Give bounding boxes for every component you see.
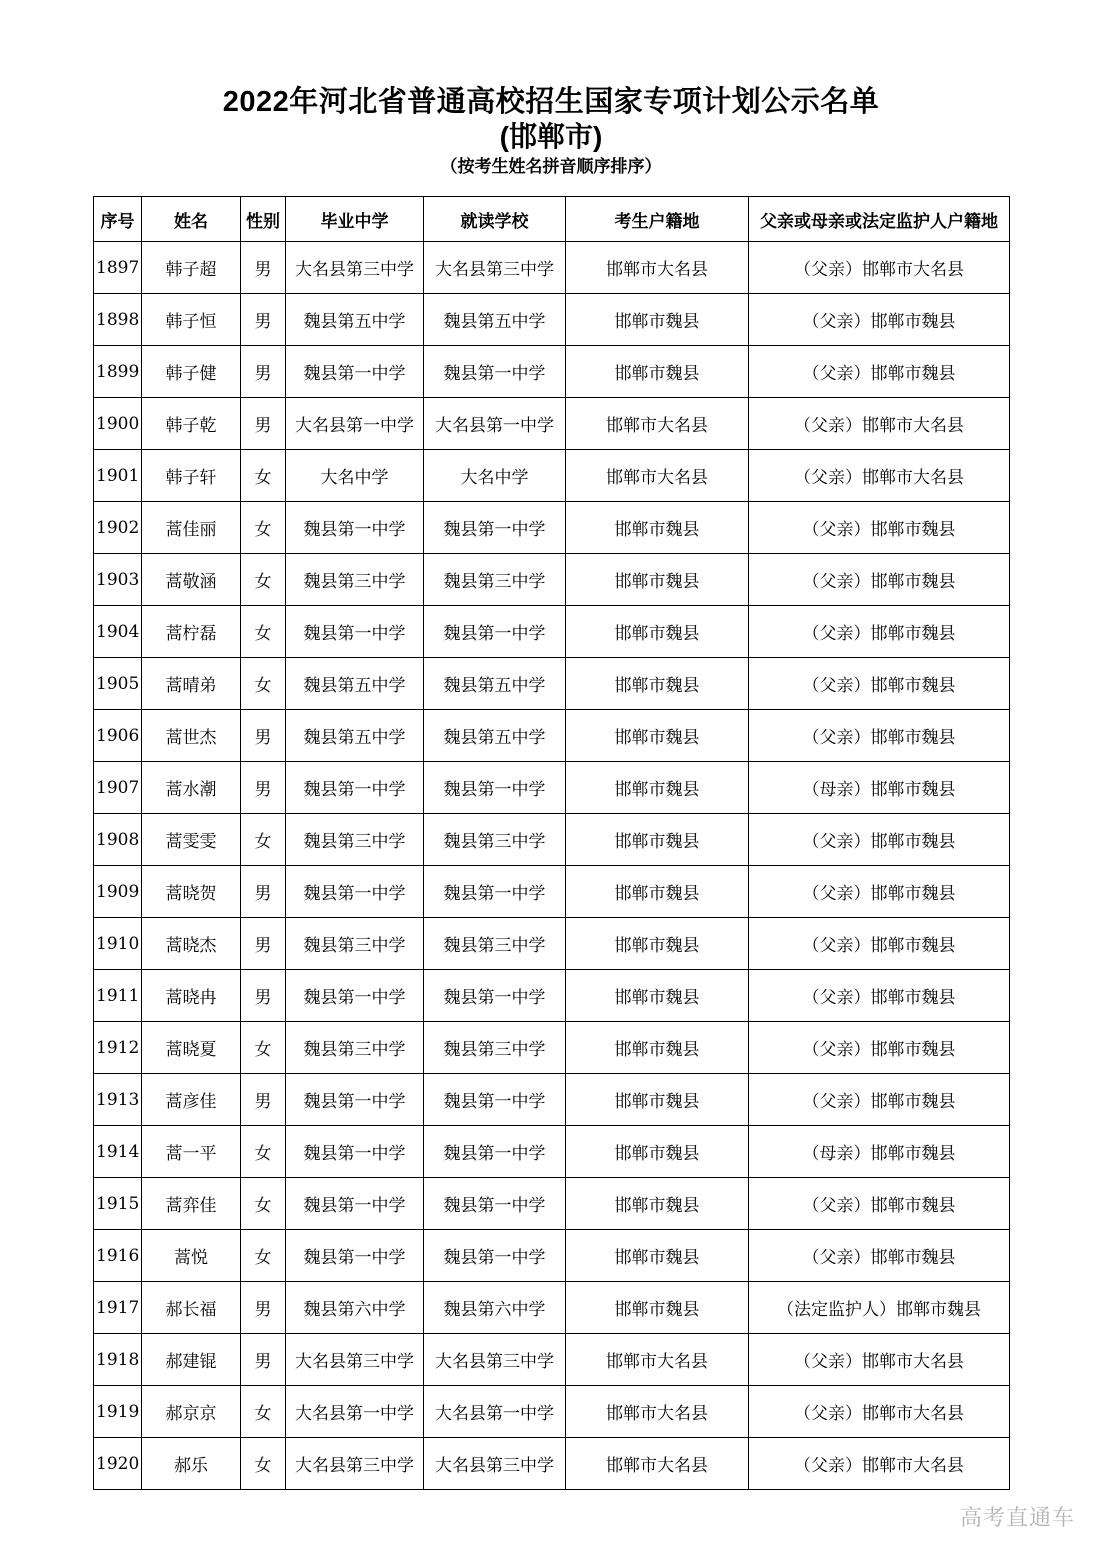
col-guardian-residence-cell: （父亲）邯郸市魏县 (749, 606, 1010, 658)
col-name-cell: 韩子健 (142, 346, 241, 398)
col-graduate-school-cell: 魏县第五中学 (286, 658, 424, 710)
col-guardian-residence-cell: （父亲）邯郸市魏县 (749, 710, 1010, 762)
col-residence-cell: 邯郸市魏县 (566, 1178, 749, 1230)
col-serial-cell: 1910 (94, 918, 142, 970)
col-attend-school-cell: 大名县第三中学 (424, 1438, 566, 1490)
col-serial-cell: 1911 (94, 970, 142, 1022)
col-gender-cell: 女 (241, 450, 286, 502)
column-header-col-gender: 性别 (241, 197, 286, 242)
col-name-cell: 韩子恒 (142, 294, 241, 346)
col-attend-school-cell: 魏县第六中学 (424, 1282, 566, 1334)
col-serial-cell: 1912 (94, 1022, 142, 1074)
table-row (94, 1022, 1010, 1074)
col-gender-cell: 男 (241, 866, 286, 918)
col-gender-cell: 女 (241, 554, 286, 606)
col-serial-cell: 1900 (94, 398, 142, 450)
col-graduate-school-cell: 大名县第三中学 (286, 1334, 424, 1386)
table-row (94, 606, 1010, 658)
col-serial-cell: 1914 (94, 1126, 142, 1178)
col-attend-school-cell: 魏县第一中学 (424, 970, 566, 1022)
col-name-cell: 蒿晓杰 (142, 918, 241, 970)
col-graduate-school-cell: 魏县第一中学 (286, 346, 424, 398)
col-attend-school-cell: 魏县第五中学 (424, 658, 566, 710)
table-row (94, 1282, 1010, 1334)
col-guardian-residence-cell: （父亲）邯郸市魏县 (749, 814, 1010, 866)
col-graduate-school-cell: 魏县第一中学 (286, 502, 424, 554)
col-gender-cell: 男 (241, 1074, 286, 1126)
document-header (0, 84, 1102, 180)
col-serial-cell: 1909 (94, 866, 142, 918)
col-serial-cell: 1904 (94, 606, 142, 658)
col-graduate-school-cell: 大名县第三中学 (286, 242, 424, 294)
col-attend-school-cell: 魏县第一中学 (424, 1178, 566, 1230)
table-row (94, 918, 1010, 970)
col-residence-cell: 邯郸市魏县 (566, 1022, 749, 1074)
col-gender-cell: 男 (241, 1334, 286, 1386)
col-attend-school-cell: 魏县第一中学 (424, 762, 566, 814)
col-graduate-school-cell: 魏县第一中学 (286, 1230, 424, 1282)
col-residence-cell: 邯郸市大名县 (566, 1334, 749, 1386)
table-row (94, 658, 1010, 710)
col-graduate-school-cell: 魏县第一中学 (286, 762, 424, 814)
col-guardian-residence-cell: （父亲）邯郸市魏县 (749, 866, 1010, 918)
col-guardian-residence-cell: （父亲）邯郸市大名县 (749, 242, 1010, 294)
col-name-cell: 蒿悦 (142, 1230, 241, 1282)
col-guardian-residence-cell: （父亲）邯郸市魏县 (749, 918, 1010, 970)
col-serial-cell: 1916 (94, 1230, 142, 1282)
col-graduate-school-cell: 魏县第一中学 (286, 1074, 424, 1126)
col-gender-cell: 女 (241, 1178, 286, 1230)
table-row (94, 398, 1010, 450)
col-name-cell: 韩子轩 (142, 450, 241, 502)
students-table (93, 196, 1010, 1490)
col-guardian-residence-cell: （父亲）邯郸市大名县 (749, 450, 1010, 502)
col-graduate-school-cell: 魏县第三中学 (286, 814, 424, 866)
sort-note: （按考生姓名拼音顺序排序） (440, 157, 662, 176)
table-row (94, 450, 1010, 502)
col-serial-cell: 1917 (94, 1282, 142, 1334)
col-name-cell: 郝长福 (142, 1282, 241, 1334)
col-attend-school-cell: 大名县第三中学 (424, 1334, 566, 1386)
table-row (94, 346, 1010, 398)
col-residence-cell: 邯郸市魏县 (566, 866, 749, 918)
table-row (94, 762, 1010, 814)
col-serial-cell: 1913 (94, 1074, 142, 1126)
col-attend-school-cell: 大名县第一中学 (424, 1386, 566, 1438)
column-header-col-attend-school: 就读学校 (424, 197, 566, 242)
col-name-cell: 蒿水潮 (142, 762, 241, 814)
col-guardian-residence-cell: （父亲）邯郸市大名县 (749, 398, 1010, 450)
col-residence-cell: 邯郸市魏县 (566, 918, 749, 970)
table-row (94, 242, 1010, 294)
col-gender-cell: 男 (241, 762, 286, 814)
col-attend-school-cell: 魏县第一中学 (424, 606, 566, 658)
col-serial-cell: 1907 (94, 762, 142, 814)
col-attend-school-cell: 魏县第三中学 (424, 554, 566, 606)
col-guardian-residence-cell: （父亲）邯郸市魏县 (749, 294, 1010, 346)
col-name-cell: 蒿彦佳 (142, 1074, 241, 1126)
col-gender-cell: 女 (241, 1438, 286, 1490)
watermark: 高考直通车 (959, 1505, 1075, 1530)
col-residence-cell: 邯郸市魏县 (566, 1282, 749, 1334)
col-guardian-residence-cell: （父亲）邯郸市魏县 (749, 502, 1010, 554)
col-serial-cell: 1897 (94, 242, 142, 294)
col-name-cell: 蒿弈佳 (142, 1178, 241, 1230)
col-graduate-school-cell: 魏县第五中学 (286, 710, 424, 762)
col-gender-cell: 男 (241, 1282, 286, 1334)
col-residence-cell: 邯郸市魏县 (566, 346, 749, 398)
col-name-cell: 郝建锟 (142, 1334, 241, 1386)
col-attend-school-cell: 魏县第一中学 (424, 346, 566, 398)
col-gender-cell: 男 (241, 710, 286, 762)
col-graduate-school-cell: 魏县第一中学 (286, 1126, 424, 1178)
col-graduate-school-cell: 魏县第一中学 (286, 606, 424, 658)
col-attend-school-cell: 魏县第五中学 (424, 710, 566, 762)
col-guardian-residence-cell: （父亲）邯郸市魏县 (749, 1178, 1010, 1230)
col-attend-school-cell: 魏县第一中学 (424, 502, 566, 554)
col-residence-cell: 邯郸市魏县 (566, 1074, 749, 1126)
col-guardian-residence-cell: （父亲）邯郸市魏县 (749, 1074, 1010, 1126)
col-gender-cell: 女 (241, 606, 286, 658)
col-name-cell: 蒿晓夏 (142, 1022, 241, 1074)
col-attend-school-cell: 魏县第一中学 (424, 1074, 566, 1126)
column-header-col-guardian-residence: 父亲或母亲或法定监护人户籍地 (749, 197, 1010, 242)
col-guardian-residence-cell: （父亲）邯郸市魏县 (749, 970, 1010, 1022)
col-serial-cell: 1906 (94, 710, 142, 762)
col-name-cell: 蒿佳丽 (142, 502, 241, 554)
table-row (94, 1438, 1010, 1490)
col-serial-cell: 1903 (94, 554, 142, 606)
col-gender-cell: 男 (241, 918, 286, 970)
col-gender-cell: 女 (241, 1230, 286, 1282)
col-gender-cell: 女 (241, 1386, 286, 1438)
column-header-col-graduate-school: 毕业中学 (286, 197, 424, 242)
table-row (94, 1074, 1010, 1126)
col-attend-school-cell: 大名县第一中学 (424, 398, 566, 450)
col-residence-cell: 邯郸市魏县 (566, 1126, 749, 1178)
col-residence-cell: 邯郸市大名县 (566, 1386, 749, 1438)
col-serial-cell: 1919 (94, 1386, 142, 1438)
col-residence-cell: 邯郸市魏县 (566, 1230, 749, 1282)
col-residence-cell: 邯郸市魏县 (566, 502, 749, 554)
col-graduate-school-cell: 大名中学 (286, 450, 424, 502)
col-gender-cell: 男 (241, 398, 286, 450)
col-serial-cell: 1901 (94, 450, 142, 502)
table-row (94, 1386, 1010, 1438)
table-row (94, 554, 1010, 606)
col-attend-school-cell: 大名中学 (424, 450, 566, 502)
table-row (94, 1178, 1010, 1230)
col-residence-cell: 邯郸市魏县 (566, 294, 749, 346)
col-residence-cell: 邯郸市魏县 (566, 606, 749, 658)
col-graduate-school-cell: 魏县第一中学 (286, 866, 424, 918)
col-graduate-school-cell: 魏县第一中学 (286, 1178, 424, 1230)
col-serial-cell: 1905 (94, 658, 142, 710)
col-serial-cell: 1902 (94, 502, 142, 554)
table-row (94, 814, 1010, 866)
col-name-cell: 蒿一平 (142, 1126, 241, 1178)
col-gender-cell: 女 (241, 1022, 286, 1074)
col-gender-cell: 男 (241, 970, 286, 1022)
column-header-col-residence: 考生户籍地 (566, 197, 749, 242)
col-attend-school-cell: 魏县第一中学 (424, 1126, 566, 1178)
page-subtitle: (邯郸市) (499, 121, 603, 152)
col-gender-cell: 男 (241, 294, 286, 346)
col-residence-cell: 邯郸市大名县 (566, 398, 749, 450)
col-residence-cell: 邯郸市魏县 (566, 970, 749, 1022)
table-row (94, 970, 1010, 1022)
col-attend-school-cell: 魏县第三中学 (424, 814, 566, 866)
col-residence-cell: 邯郸市魏县 (566, 814, 749, 866)
page-title: 2022年河北省普通高校招生国家专项计划公示名单 (222, 86, 880, 118)
col-attend-school-cell: 大名县第三中学 (424, 242, 566, 294)
col-name-cell: 蒿晓冉 (142, 970, 241, 1022)
col-gender-cell: 女 (241, 502, 286, 554)
col-residence-cell: 邯郸市大名县 (566, 242, 749, 294)
col-attend-school-cell: 魏县第三中学 (424, 1022, 566, 1074)
table-row (94, 710, 1010, 762)
col-name-cell: 郝乐 (142, 1438, 241, 1490)
col-graduate-school-cell: 大名县第三中学 (286, 1438, 424, 1490)
column-header-col-name: 姓名 (142, 197, 241, 242)
table-body (94, 242, 1010, 1490)
col-guardian-residence-cell: （父亲）邯郸市魏县 (749, 1022, 1010, 1074)
table-row (94, 1126, 1010, 1178)
col-gender-cell: 女 (241, 1126, 286, 1178)
col-residence-cell: 邯郸市魏县 (566, 658, 749, 710)
table-row (94, 502, 1010, 554)
table-row (94, 1230, 1010, 1282)
col-name-cell: 蒿敬涵 (142, 554, 241, 606)
col-gender-cell: 男 (241, 242, 286, 294)
col-name-cell: 蒿世杰 (142, 710, 241, 762)
col-name-cell: 蒿晴弟 (142, 658, 241, 710)
col-name-cell: 郝京京 (142, 1386, 241, 1438)
col-name-cell: 蒿晓贺 (142, 866, 241, 918)
col-serial-cell: 1915 (94, 1178, 142, 1230)
col-graduate-school-cell: 魏县第三中学 (286, 918, 424, 970)
col-graduate-school-cell: 魏县第三中学 (286, 1022, 424, 1074)
col-guardian-residence-cell: （父亲）邯郸市魏县 (749, 658, 1010, 710)
col-guardian-residence-cell: （母亲）邯郸市魏县 (749, 1126, 1010, 1178)
col-graduate-school-cell: 大名县第一中学 (286, 1386, 424, 1438)
col-gender-cell: 男 (241, 346, 286, 398)
table-row (94, 866, 1010, 918)
table-head (94, 197, 1010, 242)
col-graduate-school-cell: 魏县第五中学 (286, 294, 424, 346)
col-gender-cell: 女 (241, 814, 286, 866)
col-attend-school-cell: 魏县第一中学 (424, 1230, 566, 1282)
col-graduate-school-cell: 魏县第一中学 (286, 970, 424, 1022)
col-residence-cell: 邯郸市大名县 (566, 1438, 749, 1490)
col-guardian-residence-cell: （父亲）邯郸市大名县 (749, 1386, 1010, 1438)
col-guardian-residence-cell: （母亲）邯郸市魏县 (749, 762, 1010, 814)
table-row (94, 294, 1010, 346)
col-name-cell: 蒿雯雯 (142, 814, 241, 866)
col-graduate-school-cell: 魏县第三中学 (286, 554, 424, 606)
col-graduate-school-cell: 大名县第一中学 (286, 398, 424, 450)
col-name-cell: 蒿柠磊 (142, 606, 241, 658)
col-guardian-residence-cell: （父亲）邯郸市大名县 (749, 1438, 1010, 1490)
col-guardian-residence-cell: （父亲）邯郸市魏县 (749, 1230, 1010, 1282)
header-row (94, 197, 1010, 242)
col-attend-school-cell: 魏县第三中学 (424, 918, 566, 970)
col-residence-cell: 邯郸市魏县 (566, 554, 749, 606)
col-serial-cell: 1920 (94, 1438, 142, 1490)
col-guardian-residence-cell: （法定监护人）邯郸市魏县 (749, 1282, 1010, 1334)
col-residence-cell: 邯郸市大名县 (566, 450, 749, 502)
table-row (94, 1334, 1010, 1386)
col-guardian-residence-cell: （父亲）邯郸市魏县 (749, 554, 1010, 606)
col-gender-cell: 女 (241, 658, 286, 710)
col-name-cell: 韩子乾 (142, 398, 241, 450)
col-serial-cell: 1899 (94, 346, 142, 398)
col-serial-cell: 1918 (94, 1334, 142, 1386)
col-guardian-residence-cell: （父亲）邯郸市大名县 (749, 1334, 1010, 1386)
col-serial-cell: 1908 (94, 814, 142, 866)
col-attend-school-cell: 魏县第五中学 (424, 294, 566, 346)
col-residence-cell: 邯郸市魏县 (566, 762, 749, 814)
col-name-cell: 韩子超 (142, 242, 241, 294)
column-header-col-serial: 序号 (94, 197, 142, 242)
col-serial-cell: 1898 (94, 294, 142, 346)
col-guardian-residence-cell: （父亲）邯郸市魏县 (749, 346, 1010, 398)
col-attend-school-cell: 魏县第一中学 (424, 866, 566, 918)
col-graduate-school-cell: 魏县第六中学 (286, 1282, 424, 1334)
col-residence-cell: 邯郸市魏县 (566, 710, 749, 762)
